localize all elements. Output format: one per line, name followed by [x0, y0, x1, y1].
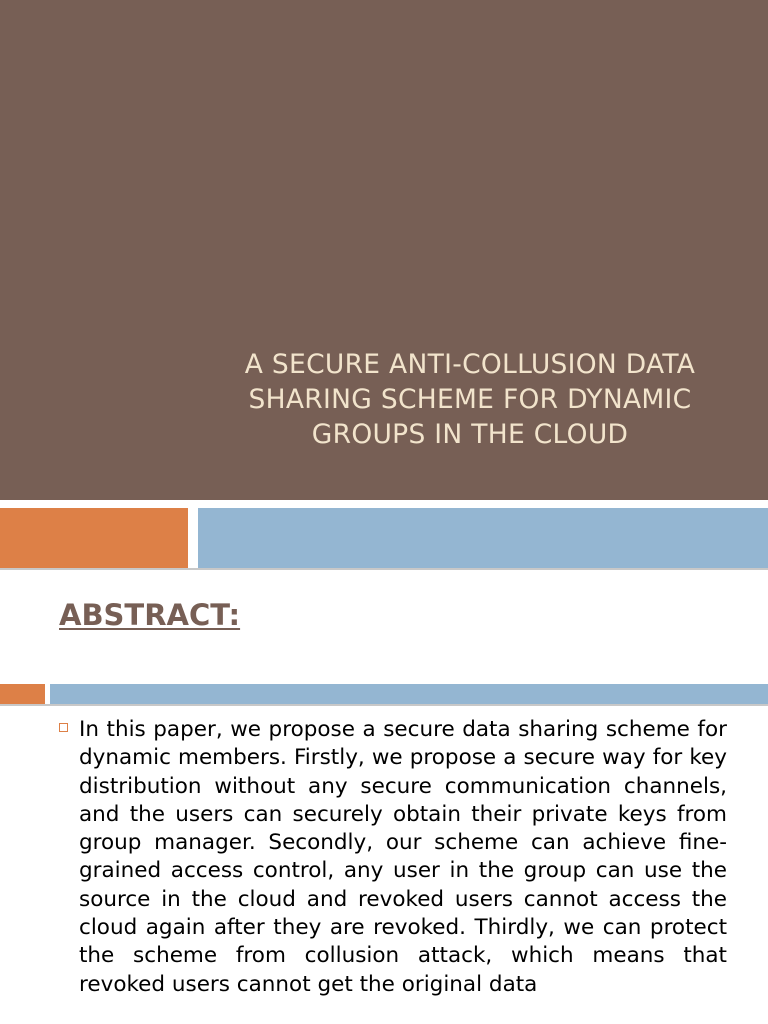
bullet-item: [59, 716, 727, 999]
title-panel: [0, 0, 768, 500]
slide-title: A SECURE ANTI-COLLUSION DATA SHARING SCHEME FOR DYNAMIC GROUPS IN THE CLOUD: [244, 349, 696, 450]
accent-bar-blue: [198, 508, 768, 568]
abstract-paragraph: In this paper, we propose a secure data sharing scheme for dynamic members. Firstly, we propose a secure way for key distribution without any secure communication channels, and the users can securely obtain their private keys from group manager. Secondly, our scheme can achieve fine-grained access control, any user in the group can use the source in the cloud and revoked users cannot access the cloud again after they are revoked. Thirdly, we can protect the scheme from collusion attack, which means that revoked users cannot get the original data: [79, 717, 727, 997]
divider-line: [0, 568, 768, 570]
divider-line: [0, 704, 768, 706]
accent-bar-blue-small: [50, 684, 768, 704]
abstract-heading: ABSTRACT:: [59, 598, 241, 632]
accent-bar-orange-small: [0, 684, 45, 704]
hollow-square-bullet-icon: [59, 723, 68, 732]
accent-bar-orange: [0, 508, 188, 568]
